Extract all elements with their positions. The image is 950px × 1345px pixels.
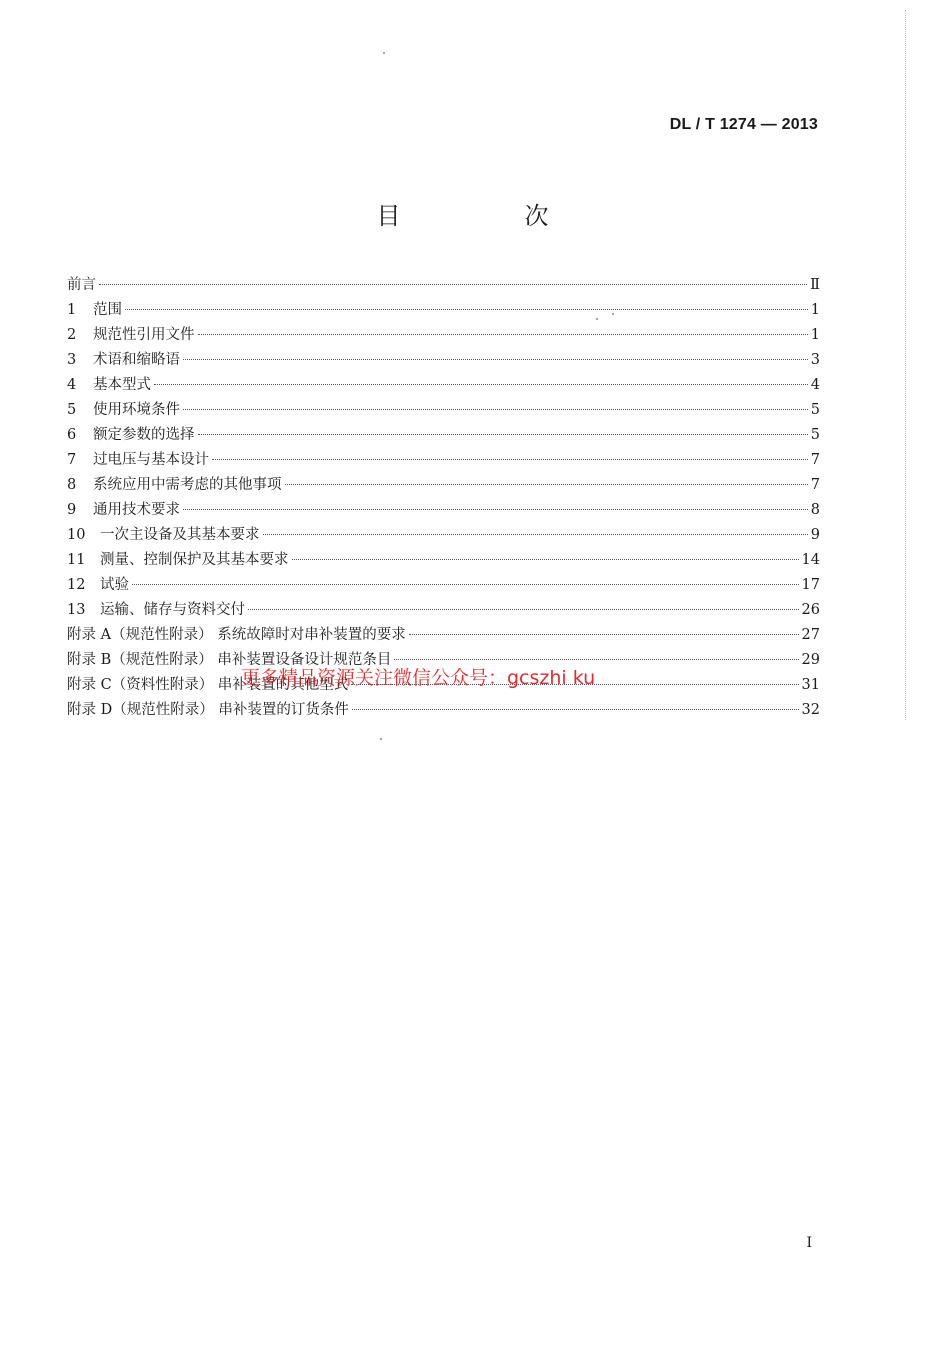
toc-leader-dots bbox=[154, 384, 808, 385]
toc-leader-dots bbox=[409, 634, 799, 635]
toc-entry-label: 一次主设备及其基本要求 bbox=[100, 527, 260, 543]
toc-leader-dots bbox=[125, 309, 808, 310]
toc-entry-number: 3 bbox=[67, 352, 77, 368]
toc-entry-number: 2 bbox=[67, 327, 77, 343]
toc-entry-label: 基本型式 bbox=[93, 377, 151, 393]
toc-entry-page: 8 bbox=[810, 502, 820, 518]
toc-entry-label: 前言 bbox=[67, 277, 96, 293]
toc-entry[interactable] bbox=[67, 598, 820, 623]
toc-entry-page: 7 bbox=[810, 477, 820, 493]
toc-entry[interactable] bbox=[67, 573, 820, 598]
toc-leader-dots bbox=[198, 334, 808, 335]
toc-entry-page: 3 bbox=[810, 352, 820, 368]
toc-entry-page: 32 bbox=[801, 702, 820, 718]
toc-entry-label: 过电压与基本设计 bbox=[93, 452, 209, 468]
toc-entry-page: 31 bbox=[801, 677, 820, 693]
toc-entry-appendix[interactable] bbox=[67, 698, 820, 723]
toc-entry-page: 1 bbox=[810, 327, 820, 343]
toc-leader-dots bbox=[99, 284, 807, 285]
toc-leader-dots bbox=[198, 434, 808, 435]
toc-entry[interactable] bbox=[67, 398, 820, 423]
toc-leader-dots bbox=[285, 484, 808, 485]
toc-entry-label: 附录 C（资料性附录） 串补装置的其他型式 bbox=[67, 677, 349, 693]
toc-entry-number: 4 bbox=[67, 377, 77, 393]
toc-entry[interactable] bbox=[67, 523, 820, 548]
toc-entry-number: 10 bbox=[67, 527, 86, 543]
table-of-contents bbox=[67, 273, 820, 723]
toc-leader-dots bbox=[183, 409, 808, 410]
scan-edge-line bbox=[905, 10, 907, 720]
toc-entry[interactable] bbox=[67, 323, 820, 348]
toc-entry[interactable] bbox=[67, 498, 820, 523]
toc-entry-number: 12 bbox=[67, 577, 86, 593]
toc-entry-page: 5 bbox=[810, 427, 820, 443]
toc-entry-page: 7 bbox=[810, 452, 820, 468]
toc-entry-number: 6 bbox=[67, 427, 77, 443]
toc-leader-dots bbox=[183, 509, 808, 510]
toc-entry[interactable] bbox=[67, 273, 820, 298]
toc-leader-dots bbox=[248, 609, 799, 610]
toc-entry-number: 8 bbox=[67, 477, 77, 493]
watermark-text: 更多精品资源关注微信公众号：gcszhi ku bbox=[241, 667, 596, 689]
toc-entry-label: 运输、储存与资料交付 bbox=[100, 602, 245, 618]
toc-entry[interactable] bbox=[67, 373, 820, 398]
toc-entry-page: 4 bbox=[810, 377, 820, 393]
toc-entry-label: 术语和缩略语 bbox=[93, 352, 180, 368]
toc-entry[interactable] bbox=[67, 423, 820, 448]
toc-entry-label: 附录 B（规范性附录） 串补装置设备设计规范条目 bbox=[67, 652, 392, 668]
toc-entry-label: 规范性引用文件 bbox=[93, 327, 195, 343]
toc-entry-page: 9 bbox=[810, 527, 820, 543]
toc-entry-label: 通用技术要求 bbox=[93, 502, 180, 518]
toc-entry-label: 试验 bbox=[100, 577, 129, 593]
standard-code: DL / T 1274 — 2013 bbox=[669, 116, 818, 133]
toc-leader-dots bbox=[292, 559, 799, 560]
toc-entry-page: 29 bbox=[801, 652, 820, 668]
toc-entry-number: 11 bbox=[67, 552, 86, 568]
toc-entry[interactable] bbox=[67, 348, 820, 373]
toc-entry-page: 1 bbox=[810, 302, 820, 318]
toc-entry-page: 17 bbox=[801, 577, 820, 593]
toc-entry-appendix[interactable] bbox=[67, 623, 820, 648]
toc-entry-page: 14 bbox=[801, 552, 820, 568]
toc-entry-number: 13 bbox=[67, 602, 86, 618]
toc-entry-label: 附录 D（规范性附录） 串补装置的订货条件 bbox=[67, 702, 349, 718]
toc-entry-number: 9 bbox=[67, 502, 77, 518]
toc-entry[interactable] bbox=[67, 473, 820, 498]
toc-title: 目 次 bbox=[376, 202, 599, 230]
toc-entry-label: 测量、控制保护及其基本要求 bbox=[100, 552, 289, 568]
toc-entry-label: 使用环境条件 bbox=[93, 402, 180, 418]
toc-entry-label: 额定参数的选择 bbox=[93, 427, 195, 443]
toc-entry-page: Ⅱ bbox=[810, 277, 820, 293]
toc-leader-dots bbox=[352, 709, 799, 710]
toc-entry-page: 27 bbox=[801, 627, 820, 643]
toc-entry-page: 26 bbox=[801, 602, 820, 618]
toc-leader-dots bbox=[183, 359, 808, 360]
toc-entry-number: 7 bbox=[67, 452, 77, 468]
toc-entry-number: 1 bbox=[67, 302, 77, 318]
toc-leader-dots bbox=[394, 659, 798, 660]
toc-leader-dots bbox=[132, 584, 799, 585]
toc-entry[interactable] bbox=[67, 298, 820, 323]
toc-leader-dots bbox=[263, 534, 808, 535]
toc-entry-page: 5 bbox=[810, 402, 820, 418]
toc-entry[interactable] bbox=[67, 548, 820, 573]
toc-entry-number: 5 bbox=[67, 402, 77, 418]
toc-entry-label: 附录 A（规范性附录） 系统故障时对串补装置的要求 bbox=[67, 627, 406, 643]
page-number: I bbox=[806, 1235, 812, 1251]
scan-speck bbox=[383, 52, 385, 54]
toc-entry-label: 系统应用中需考虑的其他事项 bbox=[93, 477, 282, 493]
toc-entry-label: 范围 bbox=[93, 302, 122, 318]
scan-speck bbox=[380, 738, 382, 740]
toc-entry[interactable] bbox=[67, 448, 820, 473]
toc-leader-dots bbox=[212, 459, 808, 460]
